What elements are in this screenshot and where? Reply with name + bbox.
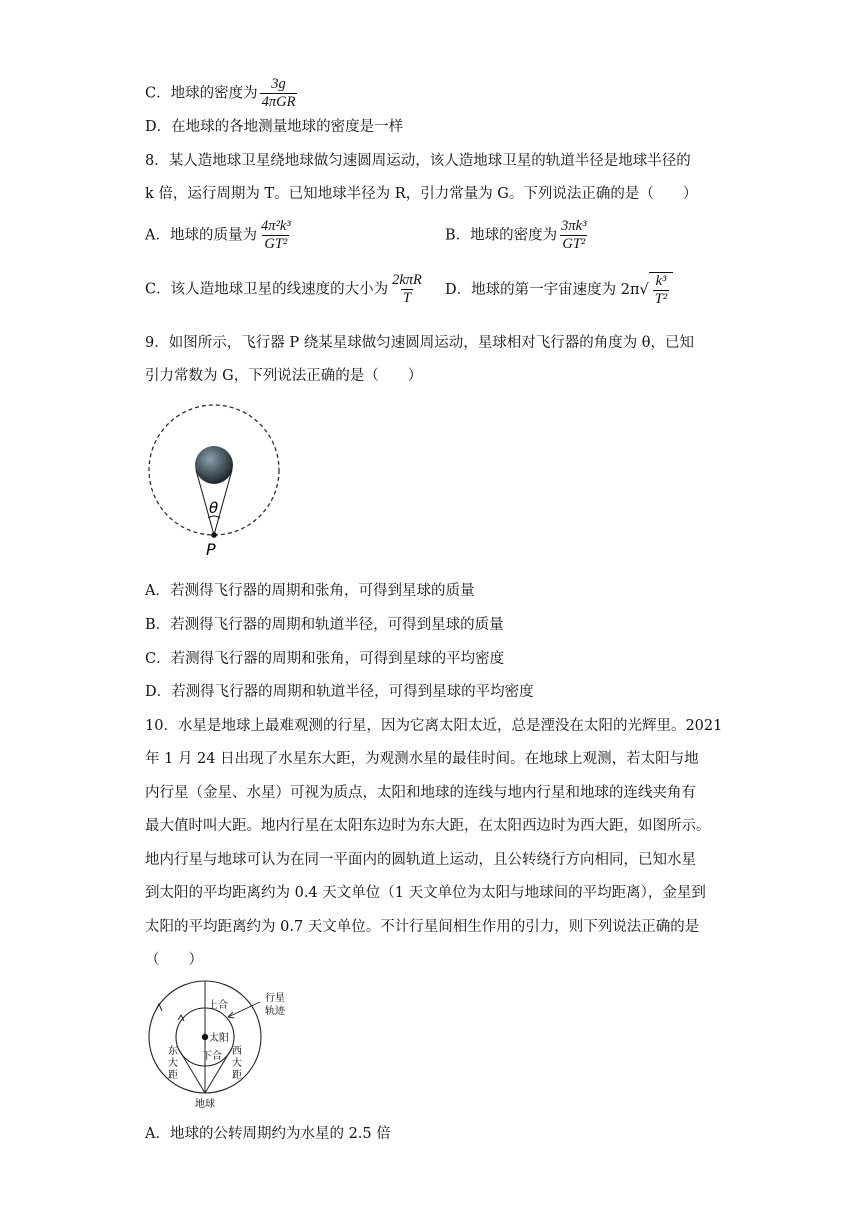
fraction-numerator: 4π²k³ [260, 218, 291, 234]
fraction-denominator: T [402, 290, 412, 306]
orbit-label-pointer [228, 1002, 260, 1017]
east-label-1: 东 [168, 1046, 178, 1057]
q9-option-a[interactable]: A．若测得飞行器的周期和张角，可得到星球的质量 [145, 583, 475, 599]
q9-option-d[interactable]: D．若测得飞行器的周期和轨道半径，可得到星球的平均密度 [145, 684, 534, 700]
q10-stem-line-2: 年 1 月 24 日出现了水星东大距，为观测水星的最佳时间。在地球上观测，若太阳与地 [145, 751, 699, 767]
q9-stem-line-2: 引力常数为 G，下列说法正确的是（ ） [145, 368, 423, 384]
q8-option-a-fraction [259, 218, 293, 253]
p-label: P [206, 540, 216, 559]
q8-option-b-text: B．地球的密度为 [445, 227, 558, 244]
earth-label: 地球 [195, 1099, 215, 1110]
q8-option-c-fraction [390, 272, 424, 307]
q8-option-b-fraction [559, 218, 588, 253]
orbit-label-line-2: 轨迹 [265, 1006, 285, 1017]
q8-option-c-text: C．该人造地球卫星的线速度的大小为 [145, 281, 389, 298]
q7-option-c-text: C．地球的密度为 [145, 85, 258, 102]
fraction-denominator: GT² [562, 236, 586, 252]
q8-stem-line-1: 8．某人造地球卫星绕地球做匀速圆周运动，该人造地球卫星的轨道半径是地球半径的 [145, 153, 691, 169]
q8-option-d[interactable] [445, 272, 673, 308]
q7-option-c-fraction [260, 76, 298, 111]
q8-option-c[interactable] [145, 272, 426, 307]
upper-conjunction-label: 上合 [208, 1000, 228, 1011]
orbit-label-line-1: 行星 [265, 993, 285, 1004]
east-label-3: 距 [168, 1070, 178, 1081]
q10-stem-line-6: 到太阳的平均距离约为 0.4 天文单位（1 天文单位为太阳与地球间的平均距离），金星到 [145, 885, 706, 901]
q10-stem-line-7: 太阳的平均距离约为 0.7 天文单位。不计行星间相生作用的引力，则下列说法正确的是 [145, 919, 700, 935]
q8-option-b[interactable] [445, 218, 590, 253]
planet-icon [195, 446, 233, 484]
q8-stem-line-2: k 倍，运行周期为 T。已知地球半径为 R，引力常量为 G。下列说法正确的是（ ） [145, 186, 698, 202]
fraction-numerator: k³ [655, 273, 667, 289]
q8-option-d-sqrt [640, 272, 674, 308]
q9-stem-line-1: 9．如图所示，飞行器 P 绕某星球做匀速圆周运动，星球相对飞行器的角度为 θ，已知 [145, 335, 695, 351]
q8-option-a[interactable] [145, 218, 295, 253]
q7-option-c[interactable] [145, 76, 299, 111]
fraction-denominator: 4πGR [261, 94, 296, 110]
q10-stem-line-3: 内行星（金星、水星）可视为质点，太阳和地球的连线与地内行星和地球的连线夹角有 [145, 785, 696, 801]
orbit-direction-arrow-icon [156, 1004, 162, 1011]
q9-option-b[interactable]: B．若测得飞行器的周期和轨道半径，可得到星球的质量 [145, 617, 504, 633]
fraction-numerator: 3πk³ [561, 218, 587, 234]
q7-option-d[interactable]: D．在地球的各地测量地球的密度是一样 [145, 119, 404, 135]
radical-sign-icon: √ [639, 282, 649, 298]
lower-conjunction-label: 下合 [202, 1051, 222, 1062]
east-label-2: 大 [168, 1058, 178, 1069]
west-label-3: 距 [232, 1070, 242, 1081]
east-elongation-line [178, 1048, 205, 1093]
q10-orbit-diagram [140, 980, 320, 1112]
theta-label: θ [209, 499, 219, 517]
q8-option-d-fraction [653, 273, 669, 308]
q9-orbit-figure [140, 400, 290, 560]
sun-label: 太阳 [209, 1033, 229, 1044]
sun-icon [202, 1034, 208, 1040]
fraction-denominator: T² [654, 291, 668, 307]
q9-option-c[interactable]: C．若测得飞行器的周期和张角，可得到星球的平均密度 [145, 651, 505, 667]
q8-option-d-text: D．地球的第一宇宙速度为 2π [445, 282, 640, 298]
fraction-numerator: 3g [271, 76, 286, 92]
q10-stem-line-4: 最大值时叫大距。地内行星在太阳东边时为东大距，在太阳西边时为西大距，如图所示。 [145, 818, 711, 834]
west-label-2: 大 [232, 1058, 242, 1069]
q10-stem-line-5: 地内行星与地球可认为在同一平面内的圆轨道上运动，且公转绕行方向相同，已知水星 [145, 852, 696, 868]
aircraft-point-icon [211, 532, 217, 538]
q10-option-a[interactable]: A．地球的公转周期约为水星的 2.5 倍 [145, 1126, 391, 1142]
q10-stem-line-8: （ ） [145, 952, 203, 968]
fraction-numerator: 2kπR [392, 272, 422, 288]
q8-option-a-text: A．地球的质量为 [145, 227, 257, 244]
fraction-denominator: GT² [264, 236, 288, 252]
west-label-1: 西 [232, 1046, 242, 1057]
q10-stem-line-1: 10．水星是地球上最难观测的行星，因为它离太阳太近，总是湮没在太阳的光辉里。2021 [145, 718, 723, 734]
